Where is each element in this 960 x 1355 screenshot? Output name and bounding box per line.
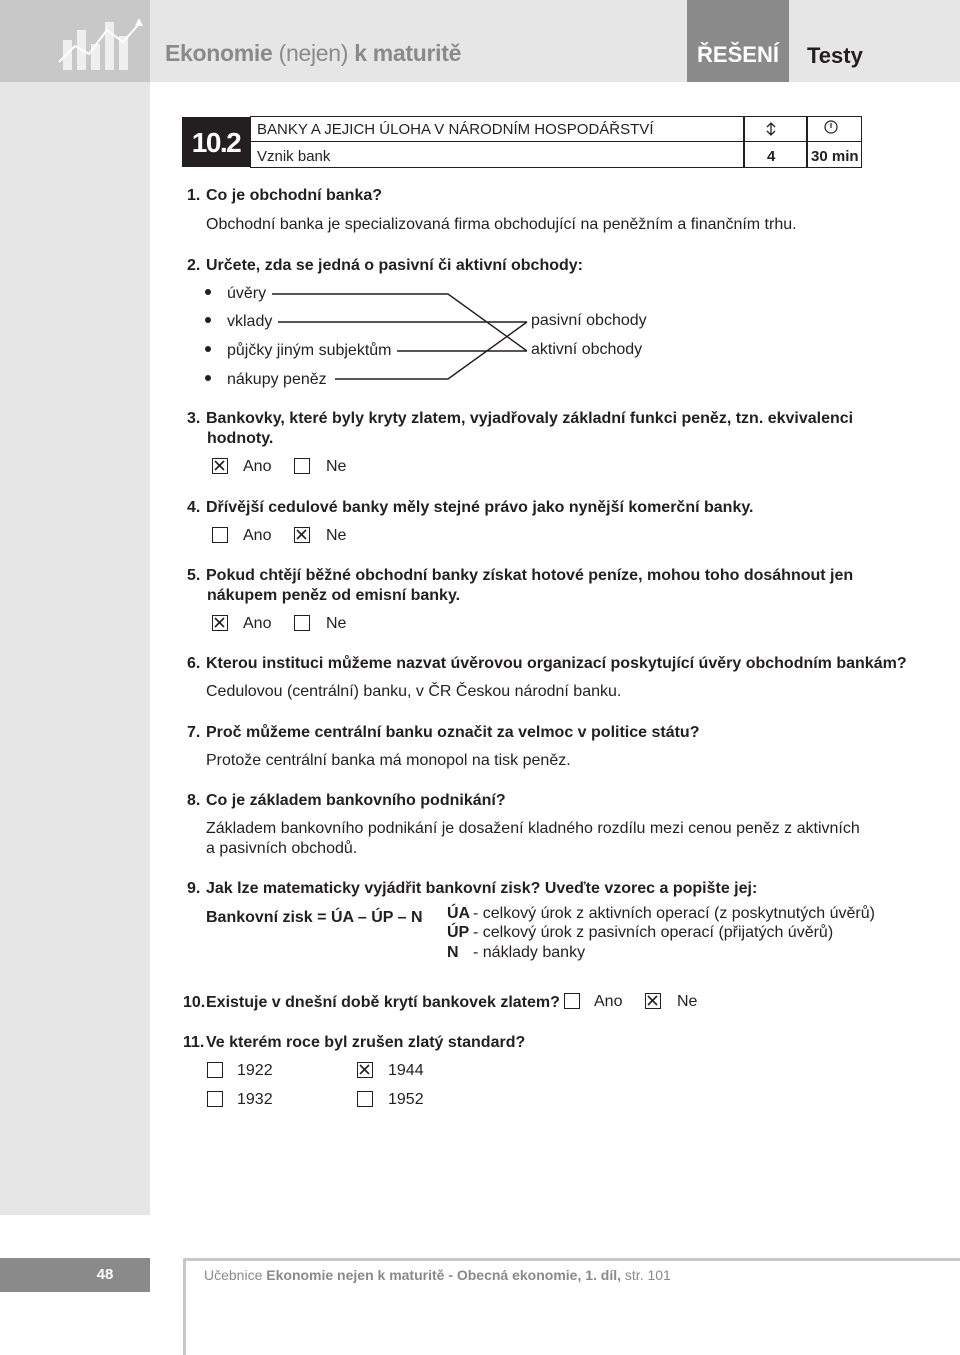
question-text: Ve kterém roce byl zrušen zlatý standard? (206, 1034, 526, 1051)
definition-abbr: N (447, 944, 459, 961)
question-text: Co je obchodní banka? (206, 187, 383, 204)
task-title: BANKY A JEJICH ÚLOHA V NÁRODNÍM HOSPODÁŘSTVÍ (257, 121, 654, 138)
checkbox-unchecked[interactable] (207, 1062, 223, 1078)
option-label-yes: Ano (243, 615, 272, 632)
footer-divider (183, 1258, 960, 1261)
question-text: Jak lze matematicky vyjádřit bankovní zisk? Uveďte vzorec a popište jej: (206, 880, 758, 897)
page-number: 48 (0, 1258, 150, 1292)
list-item: nákupy peněz (205, 370, 327, 390)
question-text: Proč můžeme centrální banku označit za velmoc v politice státu? (206, 724, 700, 741)
definition-abbr: ÚP (447, 924, 470, 941)
option-label-no: Ne (677, 993, 698, 1010)
definition-desc: - celkový úrok z aktivních operací (z poskytnutých úvěrů) (473, 905, 875, 922)
question-4 (187, 498, 754, 518)
book-title: Ekonomie (nejen) k maturitě (165, 40, 462, 66)
list-item: půjčky jiným subjektům (205, 341, 392, 361)
option-label-no: Ne (326, 527, 347, 544)
answer-1: Obchodní banka je specializovaná firma obchodující na peněžním a finančním trhu. (206, 216, 797, 233)
question-11 (183, 1033, 525, 1053)
question-text-continued: hodnoty. (207, 430, 274, 447)
question-number: 1. (187, 187, 201, 204)
time-value: 30 min (811, 148, 859, 165)
definition-desc: - celkový úrok z pasivních operací (přijatých úvěrů) (473, 924, 834, 941)
task-subtitle: Vznik bank (257, 148, 331, 165)
option-label-no: Ne (326, 615, 347, 632)
question-number: 10. (183, 994, 206, 1011)
question-number: 11. (183, 1034, 205, 1051)
checkbox-checked[interactable] (294, 527, 310, 543)
question-number: 6. (187, 655, 201, 672)
question-9 (187, 879, 757, 899)
option-label-yes: Ano (594, 993, 623, 1010)
formula: Bankovní zisk = ÚA – ÚP – N (206, 909, 423, 926)
answer-7: Protože centrální banka má monopol na tisk peněz. (206, 752, 571, 769)
question-8 (187, 791, 506, 811)
question-text: Určete, zda se jedná o pasivní či aktivní obchody: (206, 257, 583, 274)
option-label-yes: Ano (243, 527, 272, 544)
tab-tests[interactable]: Testy (793, 0, 960, 82)
target-passive: pasivní obchody (531, 312, 647, 329)
question-text: Pokud chtějí běžné obchodní banky získat hotové peníze, mohou toho dosáhnout jen (206, 567, 854, 584)
question-number: 3. (187, 410, 201, 427)
question-text: Co je základem bankovního podnikání? (206, 792, 506, 809)
question-5 (187, 566, 853, 586)
question-text: Existuje v dnešní době krytí bankovek zlatem? (206, 994, 560, 1011)
checkbox-unchecked[interactable] (357, 1091, 373, 1107)
definition-row (447, 923, 833, 943)
checkbox-checked[interactable] (645, 993, 661, 1009)
answer-8-line1: Základem bankovního podnikání je dosažení kladného rozdílu mezi cenou peněz z aktivních (206, 820, 860, 837)
question-text-continued: nákupem peněz od emisní banky. (207, 587, 461, 604)
question-3 (187, 409, 853, 429)
footer-reference: Učebnice Ekonomie nejen k maturitě - Obecná ekonomie, 1. díl, str. 101 (204, 1267, 671, 1283)
question-number: 4. (187, 499, 201, 516)
question-text: Bankovky, které byly kryty zlatem, vyjadřovaly základní funkci peněz, tzn. ekvivalenci (206, 410, 854, 427)
difficulty-value: 4 (767, 148, 776, 165)
question-number: 2. (187, 257, 201, 274)
footer-divider (183, 1258, 186, 1355)
answer-6: Cedulovou (centrální) banku, v ČR Českou národní banku. (206, 683, 622, 700)
checkbox-checked[interactable] (212, 458, 228, 474)
option-label-year: 1922 (237, 1062, 273, 1079)
question-number: 9. (187, 880, 201, 897)
checkbox-unchecked[interactable] (207, 1091, 223, 1107)
option-label-year: 1944 (388, 1062, 424, 1079)
question-text: Dřívější cedulové banky měly stejné právo jako nynější komerční banky. (206, 499, 754, 516)
definition-desc: - náklady banky (473, 944, 586, 961)
task-number: 10.2 (182, 117, 250, 167)
question-7 (187, 723, 699, 743)
checkbox-unchecked[interactable] (294, 458, 310, 474)
checkbox-unchecked[interactable] (294, 615, 310, 631)
question-10 (183, 993, 560, 1013)
definition-abbr: ÚA (447, 905, 471, 922)
option-label-no: Ne (326, 458, 347, 475)
option-label-yes: Ano (243, 458, 272, 475)
definition-row (447, 943, 585, 963)
question-6 (187, 654, 907, 674)
checkbox-checked[interactable] (212, 615, 228, 631)
tab-solution[interactable]: ŘEŠENÍ (687, 0, 789, 82)
question-number: 5. (187, 567, 201, 584)
answer-8-line2: a pasivních obchodů. (206, 840, 358, 857)
definition-row (447, 904, 875, 924)
checkbox-unchecked[interactable] (564, 993, 580, 1009)
question-number: 7. (187, 724, 201, 741)
question-number: 8. (187, 792, 201, 809)
option-label-year: 1952 (388, 1091, 424, 1108)
target-active: aktivní obchody (531, 341, 643, 358)
list-item: úvěry (205, 284, 266, 304)
option-label-year: 1932 (237, 1091, 273, 1108)
list-item: vklady (205, 312, 272, 332)
checkbox-checked[interactable] (357, 1062, 373, 1078)
question-text: Kterou instituci můžeme nazvat úvěrovou organizací poskytující úvěry obchodním bankám? (206, 655, 907, 672)
matching-lines (0, 0, 960, 400)
checkbox-unchecked[interactable] (212, 527, 228, 543)
